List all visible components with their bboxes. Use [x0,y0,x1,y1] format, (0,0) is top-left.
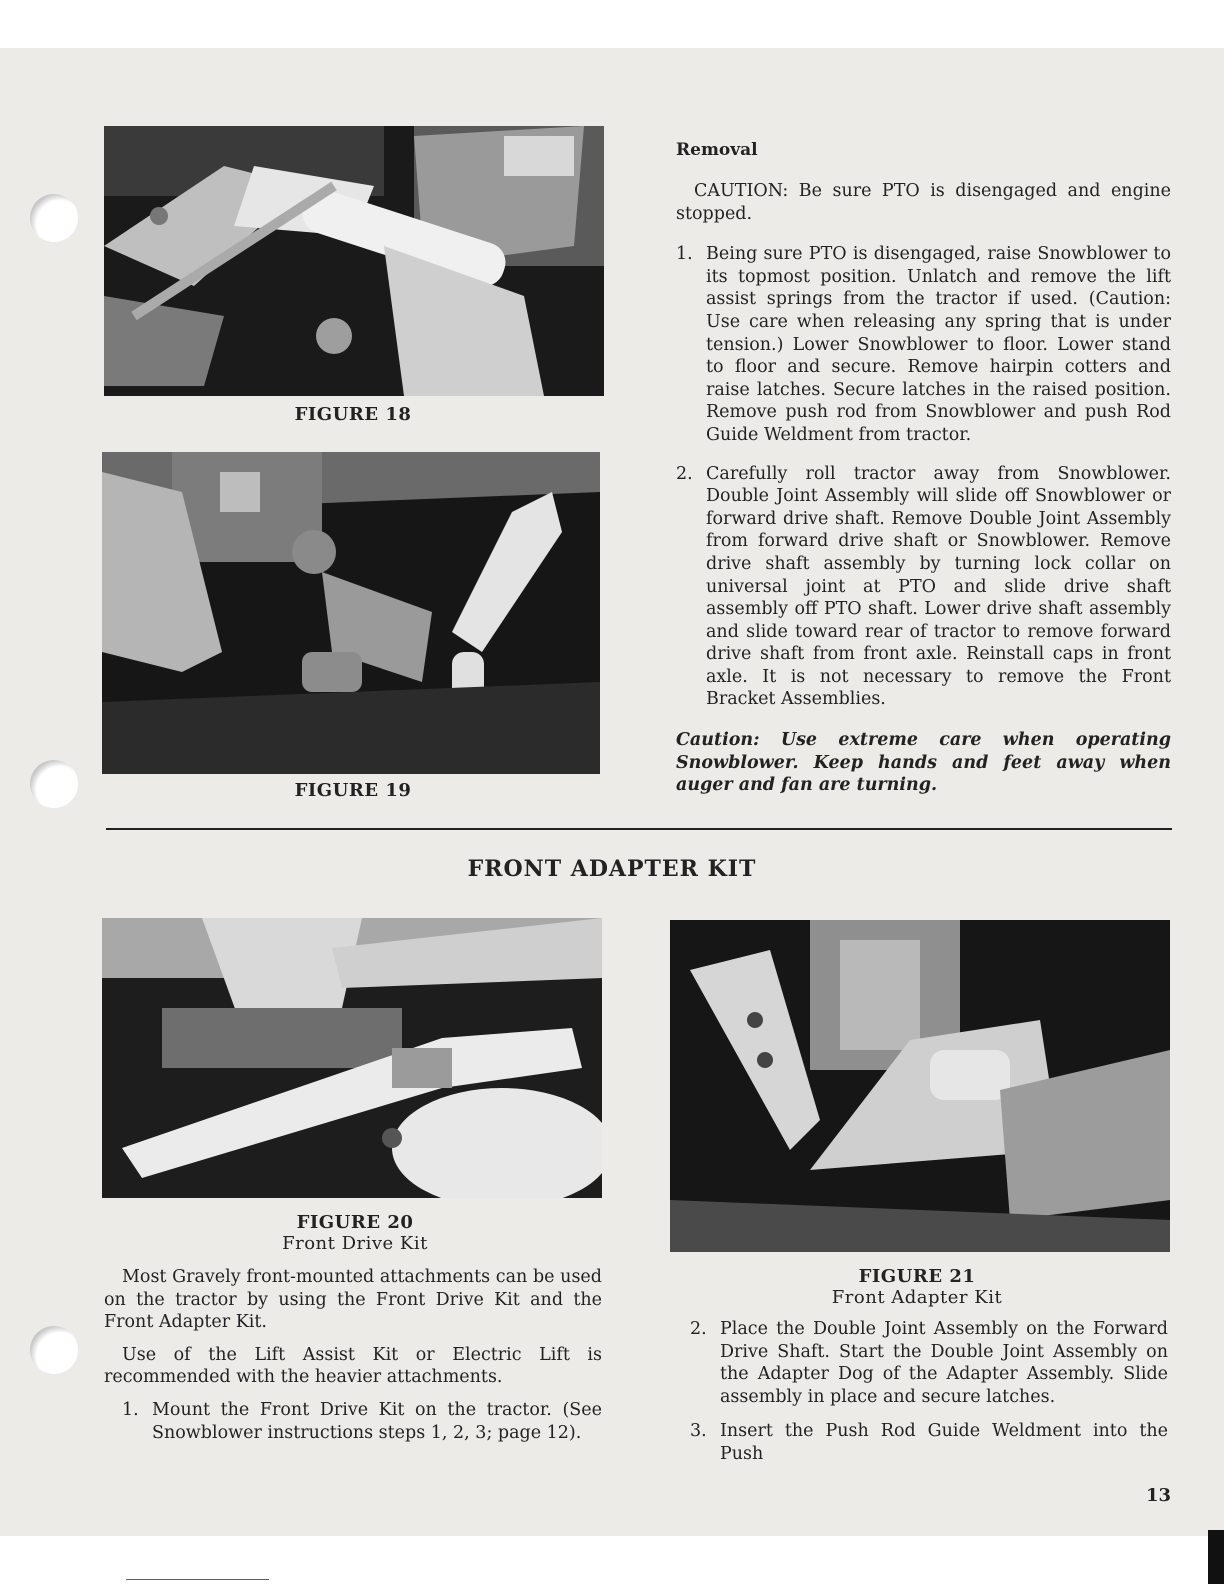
punch-hole [30,1326,78,1374]
figure-label: FIGURE 18 [294,404,412,425]
figure-label: FIGURE 20 [296,1212,414,1233]
paragraph: Use of the Lift Assist Kit or Electric Lift is recommended with the heavier attachments. [104,1344,602,1388]
figure-19-caption [240,780,466,801]
list-item [122,1399,602,1444]
list-item [690,1420,1168,1465]
punch-hole [30,760,78,808]
section-divider [106,828,1172,830]
list-number: 2. [690,1319,707,1339]
list-number: 1. [676,244,693,265]
figure-label: FIGURE 19 [294,780,412,801]
figure-sublabel: Front Drive Kit [282,1233,428,1254]
front-adapter-steps [690,1318,1168,1466]
page-number: 13 [1146,1485,1172,1506]
list-number: 2. [676,463,693,484]
list-number: 3. [690,1421,707,1442]
list-text: Being sure PTO is disengaged, raise Snowblower to its topmost position. Unlatch and remove the lift assist springs from the tractor if used. (Caution: Use care when releasing any spring that is under tension.) Lower Snowblower to floor. Lower stand to floor and secure. Remove hairpin cotters and raise latches. Secure latches in the raised position. Remove push rod from Snowblower and push Rod Guide Weldment from tractor. [706,244,1171,445]
list-item [676,463,1171,712]
figure-18-photo [104,126,604,396]
figure-21-caption [762,1266,1072,1308]
caution-notice: CAUTION: Be sure PTO is disengaged and engine stopped. [676,181,1171,224]
list-item [676,243,1171,446]
list-text: Place the Double Joint Assembly on the Forward Drive Shaft. Start the Double Joint Assembly on the Adapter Dog of the Adapter Assembly. Slide assembly in place and secure latches. [720,1319,1168,1407]
removal-heading: Removal [676,140,758,160]
removal-text [676,180,1171,797]
figure-21-photo [670,920,1170,1252]
punch-hole [30,194,78,242]
caution-warning: Caution: Use extreme care when operating Snowblower. Keep hands and feet away when auger and fan are turning. [676,730,1171,796]
figure-20-caption [200,1212,510,1254]
figure-20-photo [102,918,602,1198]
scan-edge-mark [1208,1530,1224,1584]
section-title: FRONT ADAPTER KIT [467,856,757,882]
paragraph: Most Gravely front-mounted attachments can be used on the tractor by using the Front Drive Kit and the Front Adapter Kit. [104,1267,602,1333]
scan-margin [0,1536,1224,1584]
list-text: Mount the Front Drive Kit on the tractor. (See Snowblower instructions steps 1, 2, 3; page 12). [152,1399,602,1443]
figure-19-photo [102,452,600,774]
list-text: Carefully roll tractor away from Snowblower. Double Joint Assembly will slide off Snowblower or forward drive shaft. Remove Double Joint Assembly from forward drive shaft or Snowblower. Remove drive shaft assembly by turning lock collar on universal joint at PTO and slide drive shaft assembly off PTO shaft. Lower drive shaft assembly and slide toward rear of tractor to remove forward drive shaft from front axle. Reinstall caps in front axle. It is not necessary to remove the Front Bracket Assemblies. [706,463,1171,710]
list-text: Insert the Push Rod Guide Weldment into the Push [720,1421,1168,1464]
front-adapter-intro [104,1266,602,1444]
figure-sublabel: Front Adapter Kit [831,1287,1003,1308]
figure-label: FIGURE 21 [858,1266,976,1287]
scan-artifact-line [126,1579,269,1580]
list-number: 1. [122,1399,139,1420]
figure-18-caption [240,404,466,425]
list-item [690,1318,1168,1408]
